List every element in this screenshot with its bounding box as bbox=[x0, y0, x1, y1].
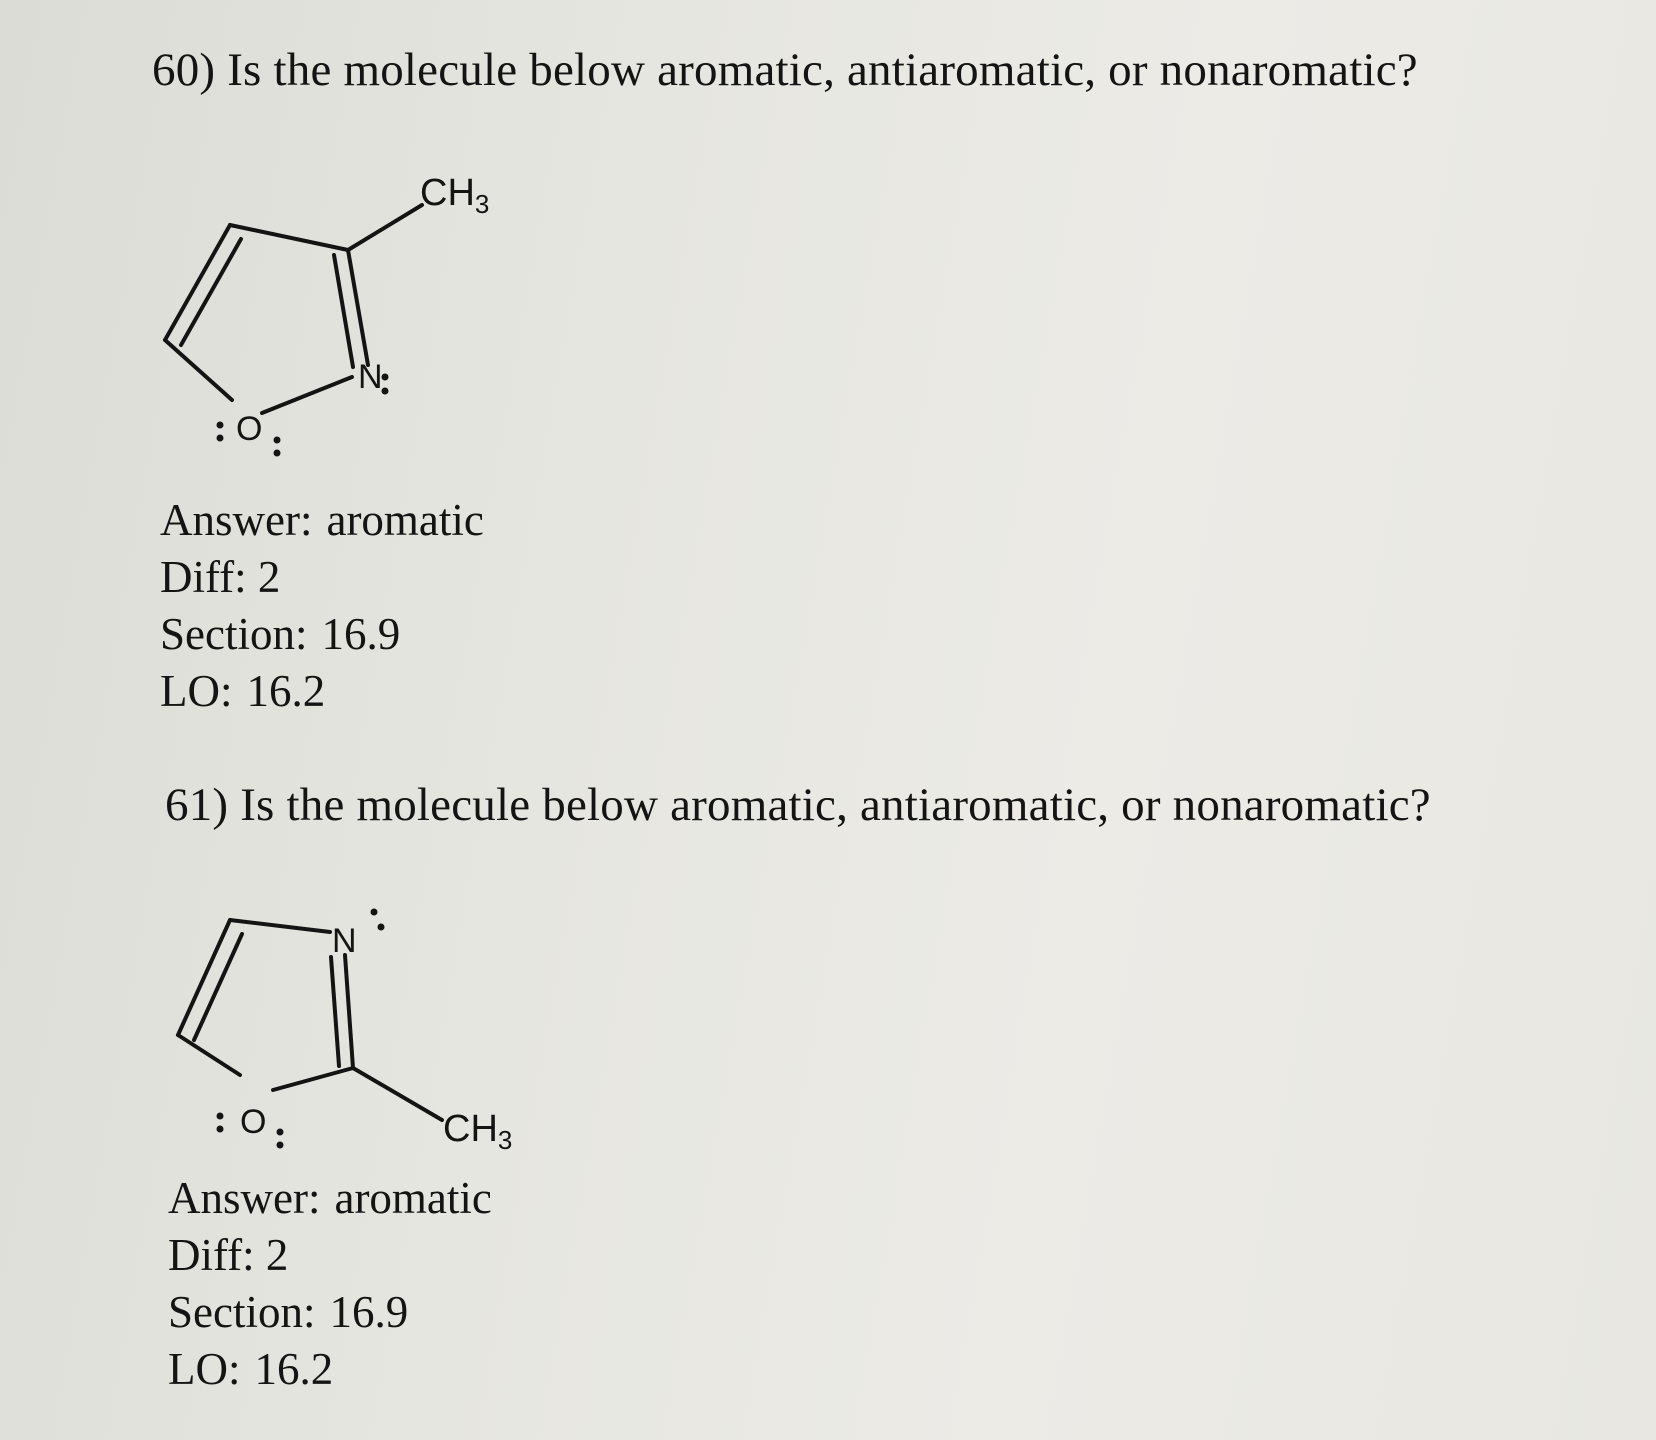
diff-label: Diff: bbox=[160, 552, 247, 602]
section-value: 16.9 bbox=[329, 1287, 409, 1337]
lo-value: 16.2 bbox=[246, 666, 326, 716]
molecule-61-n-label: N bbox=[332, 922, 357, 960]
molecule-60-diagram bbox=[150, 155, 550, 485]
section-label: Section: bbox=[160, 609, 308, 659]
lo-label: LO: bbox=[168, 1344, 241, 1394]
lo-value: 16.2 bbox=[254, 1344, 334, 1394]
molecule-60-n-label: N bbox=[358, 358, 383, 396]
molecule-61-o-label: O bbox=[240, 1103, 267, 1141]
lo-label: LO: bbox=[160, 666, 233, 716]
answer-value: aromatic bbox=[326, 495, 484, 545]
answer-block-61 bbox=[168, 1170, 492, 1398]
molecule-60-o-label: O bbox=[236, 410, 263, 448]
diff-label: Diff: bbox=[168, 1230, 255, 1280]
molecule-60-ch3-label: $CH_3$ bbox=[420, 172, 490, 219]
diff-value: 2 bbox=[265, 1230, 289, 1280]
molecule-61-diagram bbox=[160, 895, 560, 1165]
answer-label: Answer: bbox=[160, 495, 313, 545]
section-label: Section: bbox=[168, 1287, 316, 1337]
section-value: 16.9 bbox=[321, 609, 401, 659]
answer-value: aromatic bbox=[334, 1173, 492, 1223]
answer-block-60 bbox=[160, 492, 484, 720]
molecule-61-ch3-label: $CH_3$ bbox=[443, 1108, 513, 1155]
question-61-prompt: 61) Is the molecule below aromatic, antiaromatic, or nonaromatic? bbox=[165, 779, 1431, 831]
question-60-prompt: 60) Is the molecule below aromatic, antiaromatic, or nonaromatic? bbox=[152, 44, 1418, 96]
diff-value: 2 bbox=[257, 552, 281, 602]
answer-label: Answer: bbox=[168, 1173, 321, 1223]
